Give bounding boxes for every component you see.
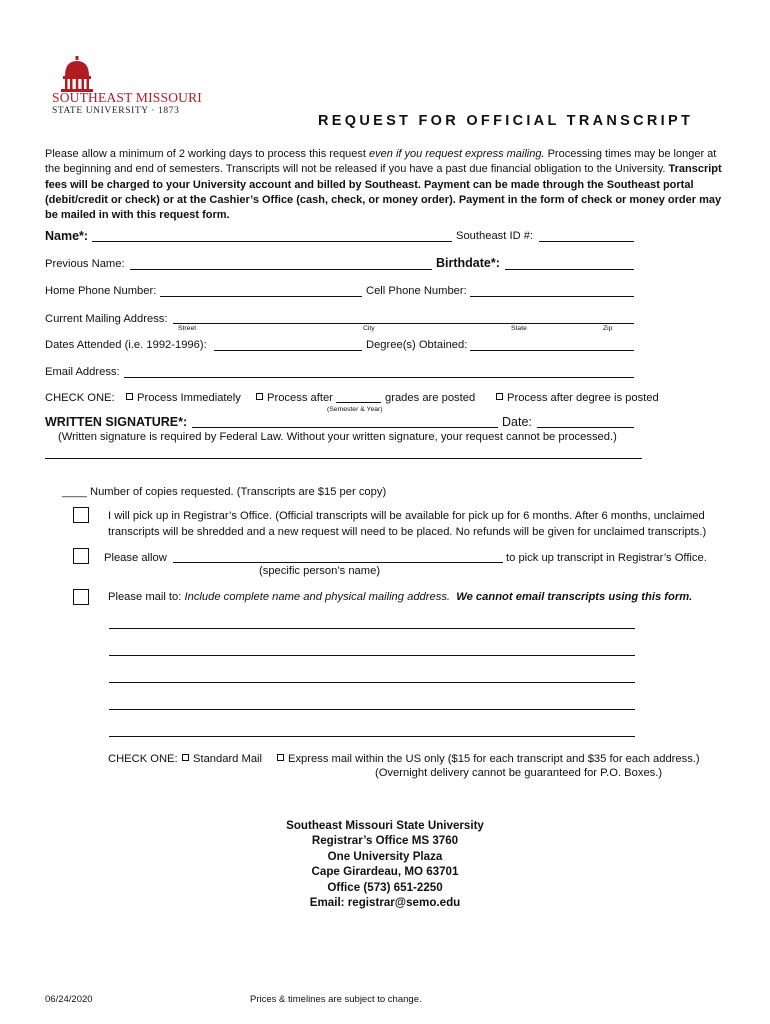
allow-label: Please allow: [104, 552, 167, 564]
checkbox-icon[interactable]: [126, 393, 133, 400]
express-mail-option[interactable]: [277, 753, 700, 765]
process-after-degree-label: Process after degree is posted: [507, 392, 659, 404]
copies-label: Number of copies requested. (Transcripts are $15 per copy): [90, 486, 387, 498]
logo-name: SOUTHEAST MISSOURI: [52, 90, 202, 105]
academic-hall-dome-icon: [60, 56, 94, 92]
address-state-caption: State: [511, 325, 527, 332]
mail-label-text: Please mail to:: [108, 591, 185, 603]
mail-address-line-2[interactable]: [109, 655, 635, 656]
section-divider: [45, 458, 642, 459]
home-phone-label: Home Phone Number:: [45, 285, 157, 297]
email-field[interactable]: [124, 377, 634, 378]
allow-person-field[interactable]: [173, 562, 503, 563]
pickup-checkbox[interactable]: [73, 507, 89, 523]
semester-year-field[interactable]: [336, 402, 381, 403]
degrees-label: Degree(s) Obtained:: [366, 339, 468, 351]
intro-paragraph: [45, 147, 725, 223]
name-field[interactable]: [92, 241, 452, 242]
mail-address-line-5[interactable]: [109, 736, 635, 737]
email-label: Email Address:: [45, 366, 120, 378]
address-line: Registrar’s Office MS 3760: [311, 834, 459, 848]
checkbox-icon[interactable]: [277, 754, 284, 761]
intro-text-2: Processing times may be longer at the beginning and end of semesters. Transcripts will not be released if you have a past due financial obligation to the University.: [45, 148, 717, 176]
birthdate-field[interactable]: [505, 269, 634, 270]
address-zip-caption: Zip: [603, 325, 613, 332]
copies-row: [62, 486, 386, 498]
process-immediately-label: Process Immediately: [137, 392, 241, 404]
signature-label: WRITTEN SIGNATURE*:: [45, 415, 188, 429]
checkbox-icon[interactable]: [496, 393, 503, 400]
southeast-id-field[interactable]: [539, 241, 634, 242]
intro-text-bold: Transcript fees will be charged to your University account and billed by Southeast. Payment can be made through the Southeast portal (debit/credit or check) or at the Cashier’s Office (cash, check, or money order). Payment in the form of check or money order may be mailed in with this request form.: [45, 163, 722, 222]
express-mail-note: (Overnight delivery cannot be guaranteed for P.O. Boxes.): [375, 767, 663, 779]
form-date: 06/24/2020: [45, 994, 93, 1005]
process-after-degree-option[interactable]: [496, 392, 659, 404]
logo-subtitle: STATE UNIVERSITY · 1873: [52, 106, 180, 116]
university-logo: [52, 56, 202, 120]
mail-check-one-label: CHECK ONE:: [108, 753, 178, 765]
address-line: One University Plaza: [327, 849, 443, 863]
intro-text-italic: even if you request express mailing.: [369, 148, 545, 160]
degrees-field[interactable]: [470, 350, 634, 351]
address-city-caption: City: [363, 325, 375, 332]
process-immediately-option[interactable]: [126, 392, 241, 404]
intro-text-1: Please allow a minimum of 2 working days to process this request: [45, 148, 370, 160]
mail-label-italic: Include complete name and physical mailing address.: [184, 591, 451, 603]
standard-mail-label: Standard Mail: [193, 753, 263, 765]
dates-attended-field[interactable]: [214, 350, 362, 351]
mail-checkbox[interactable]: [73, 589, 89, 605]
signature-note: (Written signature is required by Federal Law. Without your written signature, your request cannot be processed.): [58, 431, 617, 443]
allow-person-caption: (specific person’s name): [259, 565, 381, 577]
cell-phone-field[interactable]: [470, 296, 634, 297]
mail-address-line-1[interactable]: [109, 628, 635, 629]
check-one-label: CHECK ONE:: [45, 392, 115, 404]
signature-field[interactable]: [192, 427, 498, 428]
address-line: Office (573) 651-2250: [327, 880, 443, 894]
southeast-id-label: Southeast ID #:: [456, 230, 534, 242]
name-label: Name*:: [45, 229, 89, 243]
allow-checkbox[interactable]: [73, 548, 89, 564]
address-street-caption: Street: [178, 325, 197, 332]
page-title: REQUEST FOR OFFICIAL TRANSCRIPT: [318, 113, 694, 129]
standard-mail-option[interactable]: [182, 753, 262, 765]
pickup-label: I will pick up in Registrar’s Office. (Official transcripts will be available for pick up for 6 months. After 6 months, unclaimed transcripts will be shredded and a new request will need to be placed. No refunds will be given for unclaimed transcripts.): [108, 510, 707, 538]
checkbox-icon[interactable]: [182, 754, 189, 761]
signature-date-label: Date:: [502, 415, 532, 429]
mail-address-line-4[interactable]: [109, 709, 635, 710]
home-phone-field[interactable]: [160, 296, 362, 297]
cell-phone-label: Cell Phone Number:: [366, 285, 467, 297]
mail-label: [108, 591, 692, 603]
footer-note: Prices & timelines are subject to change.: [250, 994, 422, 1005]
mailing-address-label: Current Mailing Address:: [45, 313, 168, 325]
checkbox-icon[interactable]: [256, 393, 263, 400]
mail-label-bold: We cannot email transcripts using this form.: [456, 591, 693, 603]
previous-name-field[interactable]: [130, 269, 432, 270]
process-after-option[interactable]: [256, 392, 333, 404]
semester-year-caption: (Semester & Year): [327, 406, 383, 413]
allow-suffix: to pick up transcript in Registrar’s Office.: [506, 552, 707, 564]
birthdate-label: Birthdate*:: [436, 256, 500, 270]
address-line: Cape Girardeau, MO 63701: [311, 865, 459, 879]
registrar-email[interactable]: Email: registrar@semo.edu: [309, 896, 461, 910]
previous-name-label: Previous Name:: [45, 258, 125, 270]
dates-attended-label: Dates Attended (i.e. 1992-1996):: [45, 339, 207, 351]
address-line: Southeast Missouri State University: [286, 819, 484, 832]
grades-posted-label: grades are posted: [385, 392, 476, 404]
registrar-address: [0, 818, 770, 910]
copies-blank[interactable]: ____: [62, 486, 87, 498]
mailing-address-field[interactable]: [173, 323, 634, 324]
express-mail-label: Express mail within the US only ($15 for each transcript and $35 for each address.): [288, 753, 700, 765]
signature-date-field[interactable]: [537, 427, 634, 428]
mail-address-line-3[interactable]: [109, 682, 635, 683]
process-after-label: Process after: [267, 392, 333, 404]
